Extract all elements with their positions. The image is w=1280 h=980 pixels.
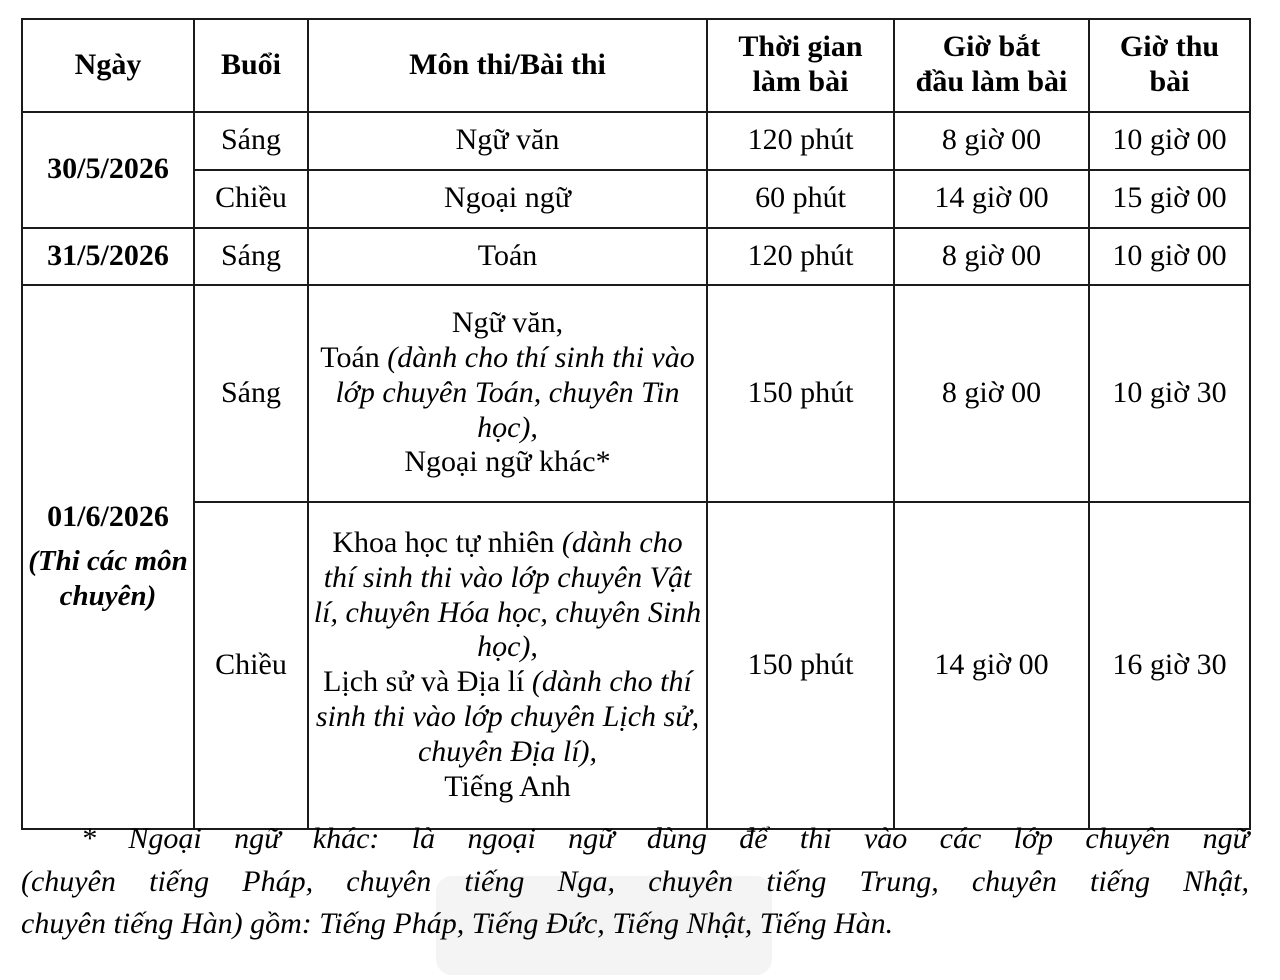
cell-subject: Toán [308,228,707,285]
subject-note-italic: (dành cho thí sinh thi vào lớp chuyên Toán, chuyên Tin học), [335,341,695,444]
subject-name: Ngoại ngữ khác* [404,445,611,479]
cell-start-time: 14 giờ 00 [894,170,1089,228]
subject-name: Tiếng Anh [444,769,571,803]
cell-duration: 150 phút [707,285,894,502]
cell-collect-time: 10 giờ 00 [1089,228,1250,285]
cell-date-special [22,285,194,829]
subject-name: Ngữ văn, [451,306,564,340]
cell-start-time: 8 giờ 00 [894,285,1089,502]
footnote-line-1: * Ngoại ngữ khác: là ngoại ngữ dùng để thi vào các lớp chuyên ngữ [81,822,1249,855]
header-line-2: làm bài [752,65,849,99]
cell-session: Chiều [194,170,308,228]
subject-name: Lịch sử và Địa lí [323,665,532,699]
cell-duration: 120 phút [707,228,894,285]
header-row [22,19,1250,112]
cell-subject: Ngoại ngữ [308,170,707,228]
header-line-2: đầu làm bài [915,65,1068,99]
cell-collect-time: 16 giờ 30 [1089,502,1250,829]
cell-duration: 120 phút [707,112,894,170]
header-line-1: Giờ bắt [942,30,1041,63]
footnote-ngoai-ngu-khac [21,818,1249,946]
cell-start-time: 8 giờ 00 [894,228,1089,285]
column-header-ngay: Ngày [22,19,194,112]
table-row [22,112,1250,170]
table-body [22,112,1250,829]
cell-session: Sáng [194,112,308,170]
column-header-buoi: Buổi [194,19,308,112]
cell-date: 31/5/2026 [22,228,194,285]
cell-session: Sáng [194,228,308,285]
cell-subject-composite [308,502,707,829]
cell-duration: 150 phút [707,502,894,829]
cell-date: 30/5/2026 [22,112,194,228]
column-header-gio-thu-bai [1089,19,1250,112]
table-row [22,285,1250,502]
column-header-mon-thi: Môn thi/Bài thi [308,19,707,112]
subject-note-italic: (dành cho thí sinh thi vào lớp chuyên Lịch sử, chuyên Địa lí), [315,665,700,768]
table-row [22,502,1250,829]
column-header-thoi-gian-lam-bai [707,19,894,112]
table-header [22,19,1250,112]
subject-name: Khoa học tự nhiên [332,526,562,560]
header-line-1: Thời gian [738,30,863,63]
cell-start-time: 14 giờ 00 [894,502,1089,829]
subject-name: Toán [320,341,388,375]
footnote-line-3: chuyên tiếng Hàn) gồm: Tiếng Pháp, Tiếng Đức, Tiếng Nhật, Tiếng Hàn. [21,907,894,941]
cell-collect-time: 10 giờ 30 [1089,285,1250,502]
table-row [22,228,1250,285]
header-line-2: bài [1149,65,1190,99]
cell-date-value: 01/6/2026 [47,499,169,533]
footnote-line-2: (chuyên tiếng Pháp, chuyên tiếng Nga, chuyên tiếng Trung, chuyên tiếng Nhật, [21,864,1249,898]
subject-note-italic: (dành cho thí sinh thi vào lớp chuyên Vật lí, chuyên Hóa học, chuyên Sinh học), [313,526,702,664]
cell-collect-time: 15 giờ 00 [1089,170,1250,228]
table-row [22,170,1250,228]
cell-session: Sáng [194,285,308,502]
cell-session: Chiều [194,502,308,829]
cell-collect-time: 10 giờ 00 [1089,112,1250,170]
column-header-gio-bat-dau [894,19,1089,112]
header-line-1: Giờ thu [1119,30,1220,63]
cell-duration: 60 phút [707,170,894,228]
cell-start-time: 8 giờ 00 [894,112,1089,170]
cell-date-note: (Thi các môn chuyên) [28,545,188,613]
cell-subject-composite [308,285,707,502]
cell-subject: Ngữ văn [308,112,707,170]
exam-schedule-table [21,18,1251,830]
